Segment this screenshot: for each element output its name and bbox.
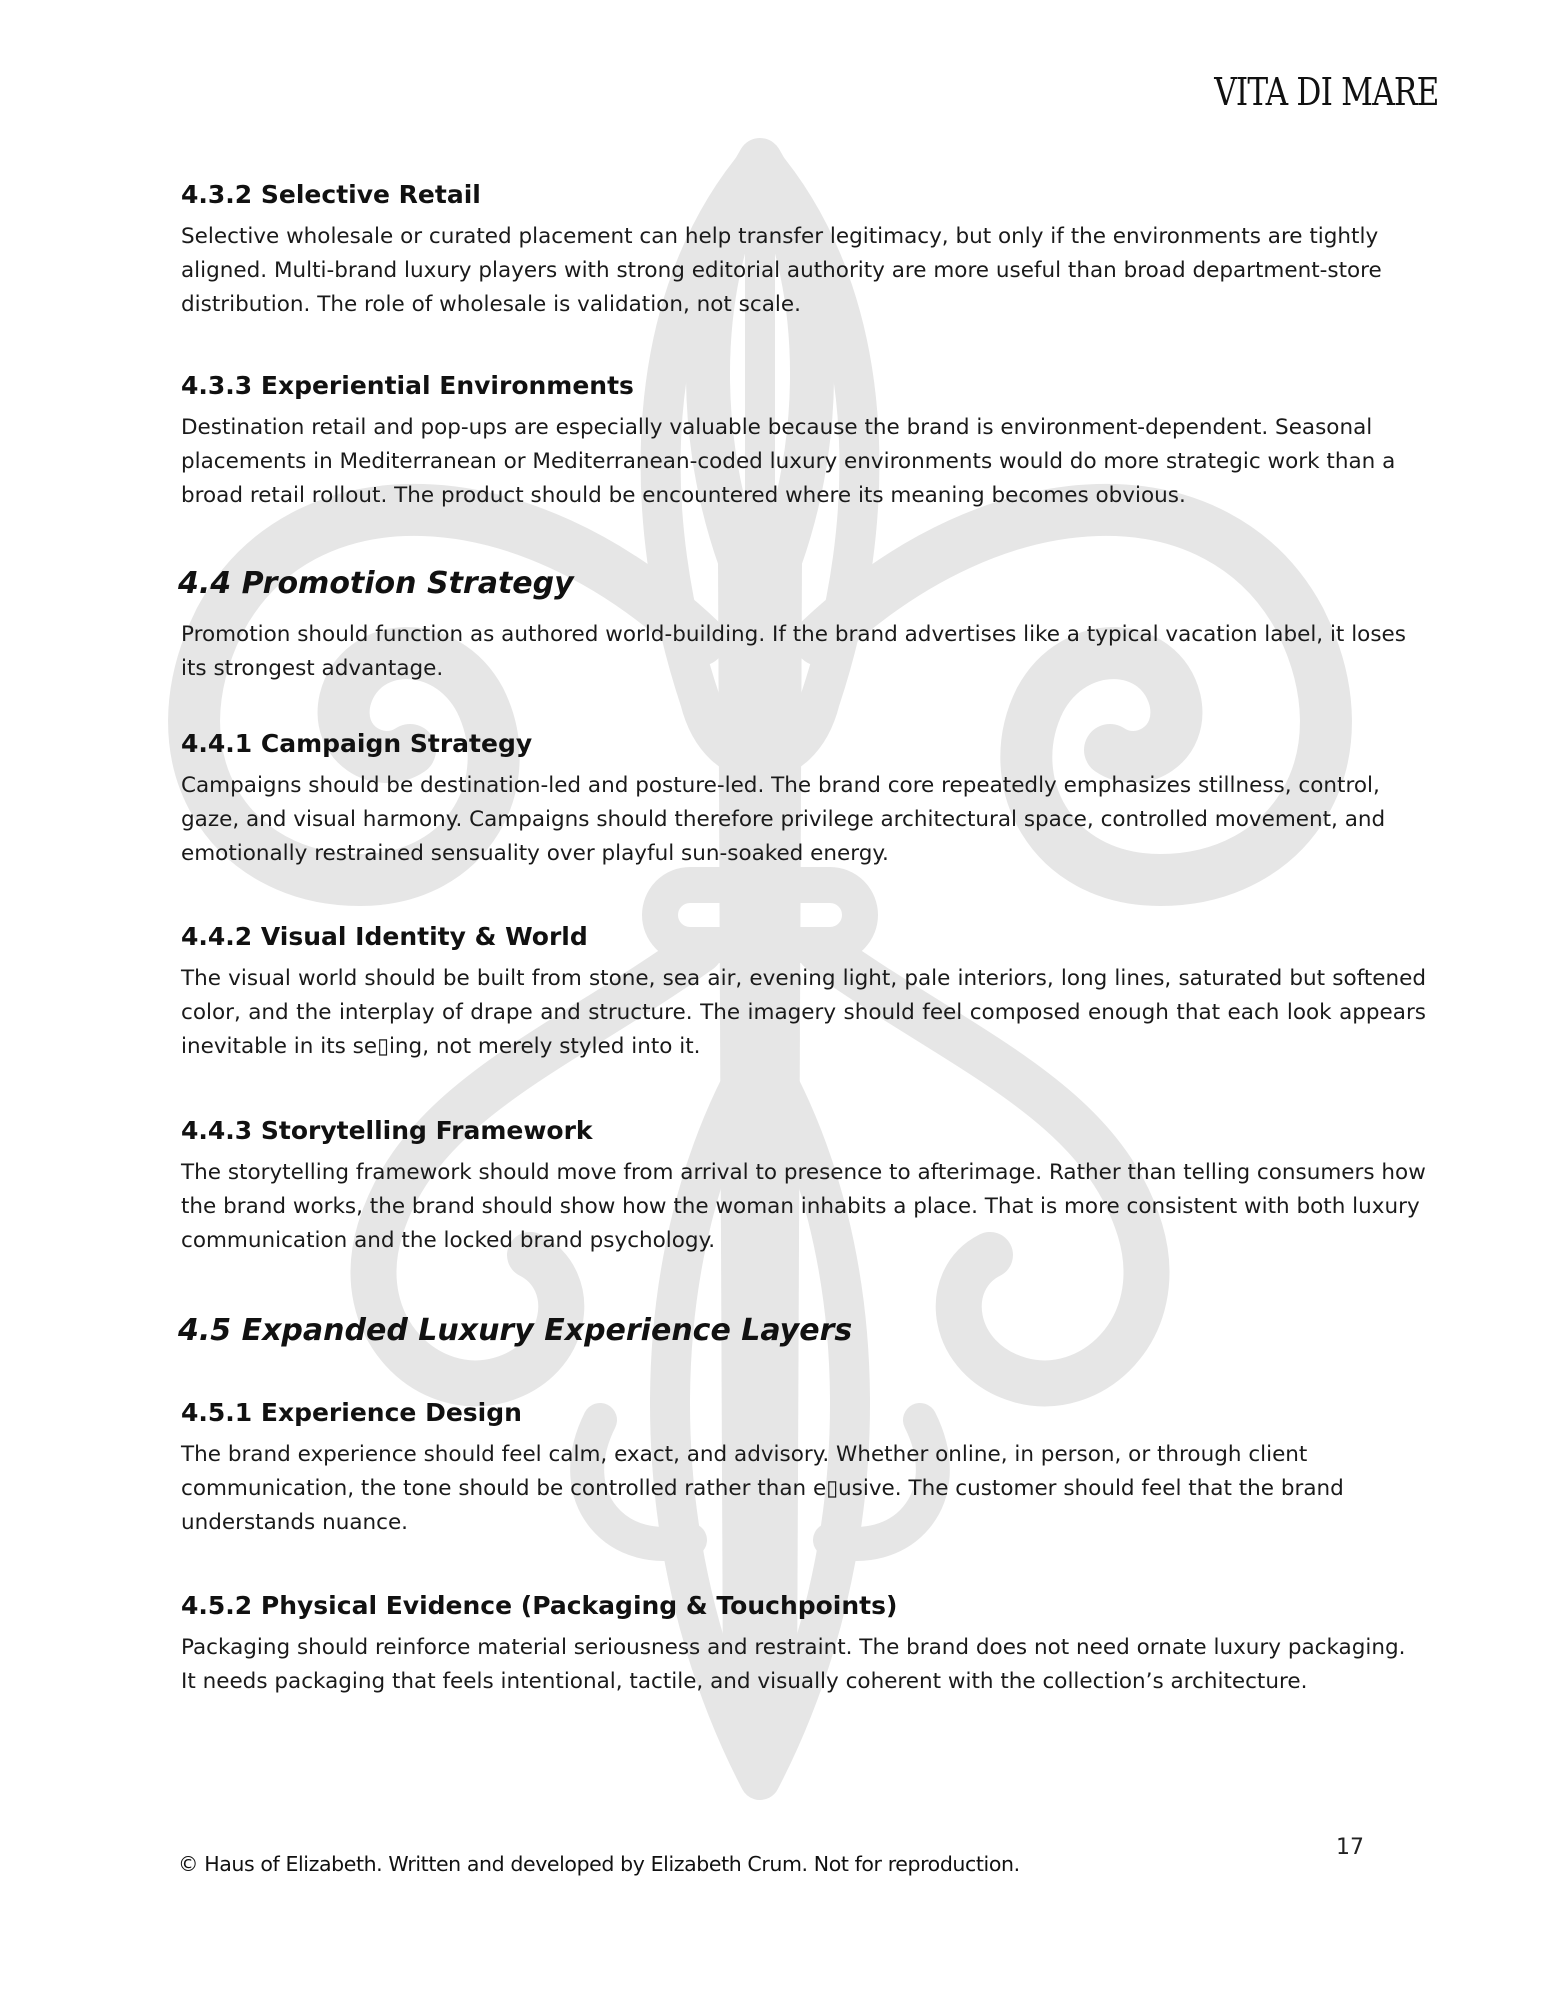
subsection-heading: 4.5.1 Experience Design — [181, 1398, 522, 1427]
subsection-heading: 4.4.2 Visual Identity & World — [181, 922, 588, 951]
subsection-body: The brand experience should feel calm, exact, and advisory. Whether online, in person, or through client communication, the tone should be controlled rather than e▯usive. The customer should feel that the brand understands nuance. — [181, 1442, 1344, 1535]
subsection-body: Packaging should reinforce material seriousness and restraint. The brand does not need ornate luxury packaging. It needs packaging that feels intentional, tactile, and visually coherent with the collection’s architecture. — [181, 1635, 1406, 1694]
page-number: 17 — [1336, 1835, 1364, 1860]
subsection-heading: 4.3.2 Selective Retail — [181, 180, 481, 209]
section-body: Promotion should function as authored world-building. If the brand advertises like a typical vacation label, it loses its strongest advantage. — [181, 622, 1406, 681]
subsection-body: Selective wholesale or curated placement can help transfer legitimacy, but only if the environments are tightly aligned. Multi-brand luxury players with strong editorial authority are more useful than broad department-store distribution. The role of wholesale is validation, not scale. — [181, 224, 1382, 317]
subsection-experiential-environments — [181, 369, 1426, 513]
section-heading: 4.4 Promotion Strategy — [178, 566, 574, 601]
subsection-visual-identity — [181, 920, 1426, 1064]
footer-copyright: © Haus of Elizabeth. Written and developed by Elizabeth Crum. Not for reproduction. — [178, 1852, 1020, 1876]
subsection-heading: 4.4.1 Campaign Strategy — [181, 729, 533, 758]
subsection-body: Destination retail and pop-ups are especially valuable because the brand is environment-dependent. Seasonal placements in Mediterranean or Mediterranean-coded luxury environments would do more strategic work than a broad retail rollout. The product should be encountered where its meaning becomes obvious. — [181, 415, 1396, 508]
subsection-heading: 4.5.2 Physical Evidence (Packaging & Touchpoints) — [181, 1591, 898, 1620]
subsection-body: The storytelling framework should move from arrival to presence to afterimage. Rather than telling consumers how the brand works, the brand should show how the woman inhabits a place. That is more consistent with both luxury communication and the locked brand psychology. — [181, 1160, 1426, 1253]
subsection-heading: 4.3.3 Experiential Environments — [181, 371, 634, 400]
subsection-physical-evidence — [181, 1589, 1426, 1699]
subsection-campaign-strategy — [181, 727, 1426, 871]
section-heading: 4.5 Expanded Luxury Experience Layers — [178, 1313, 853, 1348]
section-expanded-luxury-experience — [178, 1311, 1426, 1365]
subsection-selective-retail — [181, 178, 1426, 322]
section-promotion-strategy — [178, 564, 1426, 686]
subsection-heading: 4.4.3 Storytelling Framework — [181, 1116, 593, 1145]
subsection-experience-design — [181, 1396, 1426, 1540]
subsection-storytelling-framework — [181, 1114, 1426, 1258]
subsection-body: Campaigns should be destination-led and posture-led. The brand core repeatedly emphasizes stillness, control, gaze, and visual harmony. Campaigns should therefore privilege architectural space, controlled movement, and emotionally restrained sensuality over playful sun-soaked energy. — [181, 773, 1386, 866]
brand-logo: VITA DI MARE — [1214, 70, 1439, 114]
subsection-body: The visual world should be built from stone, sea air, evening light, pale interiors, long lines, saturated but softened color, and the interplay of drape and structure. The imagery should feel composed enough that each look appears inevitable in its se▯ing, not merely styled into it. — [181, 966, 1426, 1059]
